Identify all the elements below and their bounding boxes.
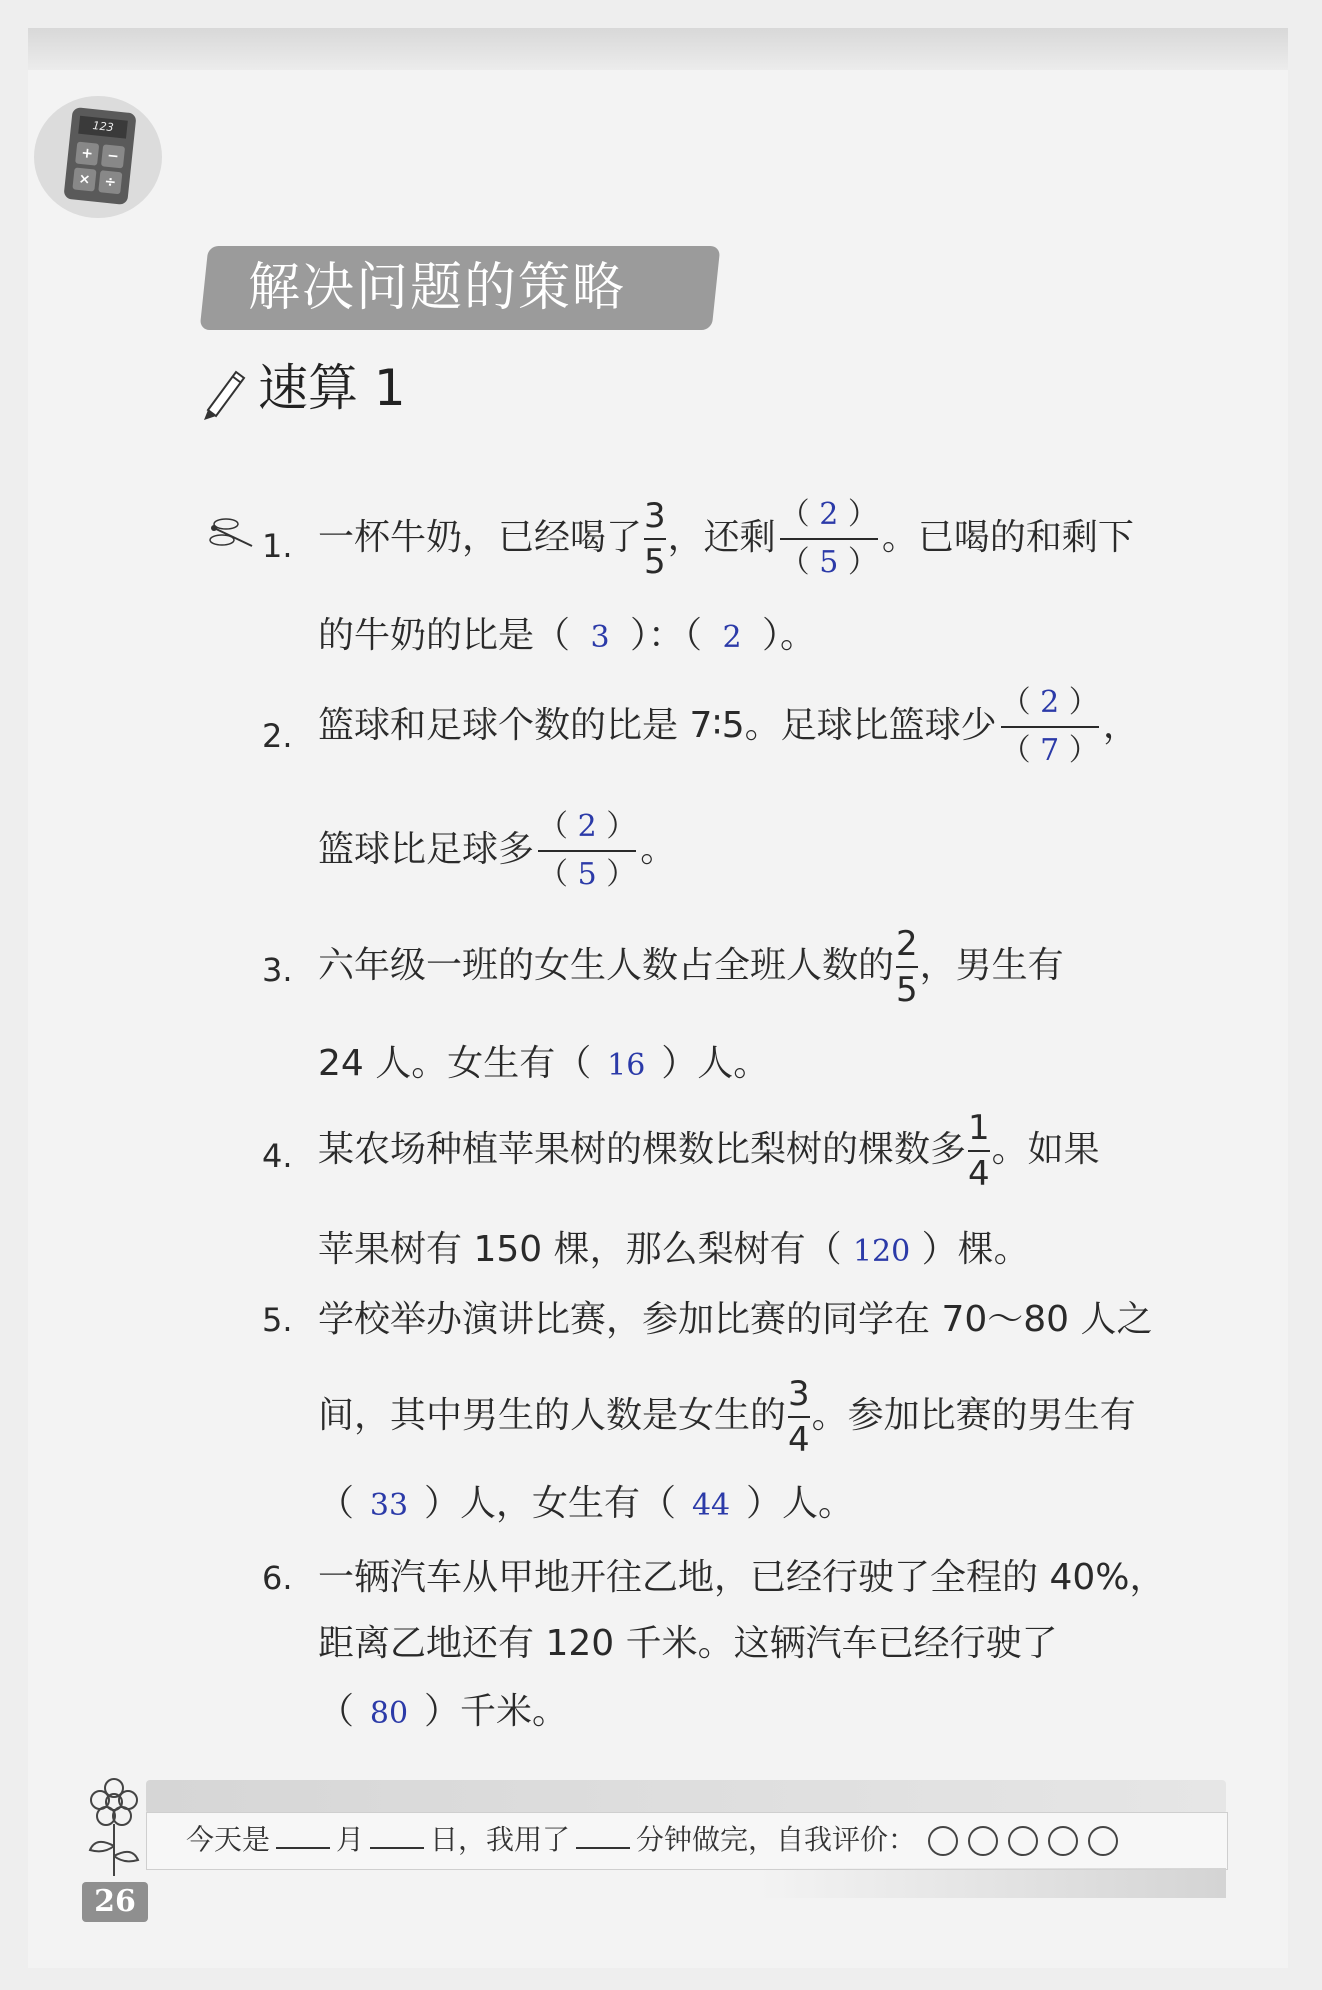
footer-band [146,1780,1226,1814]
fraction [896,924,918,1010]
question-text: ）人，女生有（ [424,1483,677,1524]
question-6-line-3 [318,1688,568,1738]
answer-numerator: 2 [1040,685,1060,720]
question-text: ，还剩 [667,517,776,558]
answer-blank: 80 [369,1696,409,1731]
rating-flower-icon [929,1827,957,1855]
rating-flower-icon [969,1827,997,1855]
question-number: 5. [262,1301,293,1339]
answer-fraction: $\frac{( 2 )}{( 5 )}$ [538,809,637,892]
dragonfly-icon [204,516,260,556]
question-text: ）千米。 [424,1691,569,1732]
question-5-line-3 [318,1480,854,1530]
fraction-numerator: 3 [788,1374,810,1414]
fraction-denominator: 5 [896,970,918,1010]
calculator-icon [34,96,162,218]
question-1-line-1 [318,494,1134,584]
question-2-line-2 [318,806,676,896]
question-number: 2. [262,717,293,755]
question-text: 篮球比足球多 [318,829,535,870]
calculator-key: − [101,144,125,168]
answer-denominator: 7 [1040,733,1060,768]
day-blank[interactable] [370,1825,424,1849]
fraction-denominator: 5 [644,542,666,582]
fraction-denominator: 4 [788,1420,810,1460]
flower-icon [82,1776,146,1880]
question-5-line-1: 学校举办演讲比赛，参加比赛的同学在 70～80 人之 [318,1299,1153,1340]
question-text: 。已喝的和剩下 [881,517,1134,558]
question-text: 的牛奶的比是（ [318,615,571,656]
question-text: ）人。 [746,1483,855,1524]
question-2-line-1 [318,682,1139,772]
answer-fraction: $\frac{( 2 )}{( 5 )}$ [779,497,878,580]
fraction-numerator: 2 [896,924,918,964]
page-number: 26 [82,1882,148,1922]
question-number: 1. [262,527,293,565]
footer-label: 分钟做完，自我评价： [636,1823,917,1856]
question-text: 间，其中男生的人数是女生的 [318,1395,787,1436]
question-text: 。 [640,829,677,870]
fraction [788,1374,810,1460]
question-4-line-2 [318,1226,1030,1276]
question-text: ）棵。 [921,1229,1030,1270]
question-text: 篮球和足球个数的比是 7∶5。足球比篮球少 [318,705,997,746]
footer-label: 月 [336,1823,365,1856]
question-text: ，男生有 [919,945,1064,986]
footer-label: 日，我用了 [430,1823,571,1856]
footer-shade [760,1868,1226,1898]
footer-label: 今天是 [186,1823,271,1856]
calculator-key: ÷ [98,170,122,194]
question-text: ， [1102,705,1139,746]
answer-blank: 33 [369,1488,409,1523]
fraction-denominator: 4 [968,1154,990,1194]
answer-denominator: 5 [577,857,597,892]
question-text: 。如果 [991,1129,1100,1170]
question-text: 24 人。女生有（ [318,1043,592,1084]
calculator-screen: 123 [78,116,128,139]
fraction [968,1108,990,1194]
question-text: （ [318,1691,355,1732]
question-text: 某农场种植苹果树的棵数比梨树的棵数多 [318,1129,967,1170]
question-text: （ [318,1483,355,1524]
question-text: ）：（ [630,615,703,656]
minutes-blank[interactable] [576,1825,630,1849]
question-text: 六年级一班的女生人数占全班人数的 [318,945,895,986]
question-number: 3. [262,951,293,989]
question-3-line-1 [318,924,1064,1010]
rating-flower-icon [1089,1827,1117,1855]
question-text: ）。 [762,615,817,656]
question-text: ）人。 [661,1043,770,1084]
answer-fraction: $\frac{( 2 )}{( 7 )}$ [1000,685,1099,768]
chapter-title: 解决问题的策略 [248,258,627,318]
question-4-line-1 [318,1108,1100,1194]
question-text: 一杯牛奶，已经喝了 [318,517,643,558]
question-text: 苹果树有 150 棵，那么梨树有（ [318,1229,842,1270]
rating-flower-icon [1049,1827,1077,1855]
fraction-numerator: 1 [968,1108,990,1148]
answer-denominator: 5 [819,545,839,580]
question-number: 4. [262,1137,293,1175]
rating-flower-icon [1009,1827,1037,1855]
self-assessment-line [186,1816,1125,1864]
answer-blank: 3 [590,620,610,655]
fraction-numerator: 3 [644,496,666,536]
calculator-key: + [75,142,99,166]
answer-numerator: 2 [819,497,839,532]
question-number: 6. [262,1559,293,1597]
answer-numerator: 2 [577,809,597,844]
answer-blank: 16 [607,1048,646,1083]
answer-blank: 120 [852,1234,911,1269]
question-3-line-2 [318,1040,769,1090]
answer-blank: 44 [691,1488,731,1523]
question-6-line-2: 距离乙地还有 120 千米。这辆汽车已经行驶了 [318,1623,1058,1664]
top-gradient-bar [28,28,1288,70]
rating-flowers[interactable] [925,1823,1125,1859]
section-title: 速算 1 [258,359,406,417]
answer-blank: 2 [722,620,742,655]
month-blank[interactable] [276,1825,330,1849]
question-1-line-2 [318,612,816,662]
calculator-key: × [72,167,96,191]
question-6-line-1: 一辆汽车从甲地开往乙地，已经行驶了全程的 40%， [318,1557,1166,1598]
fraction [644,496,666,582]
question-5-line-2 [318,1374,1136,1460]
pencil-icon [200,366,250,422]
question-text: 。参加比赛的男生有 [811,1395,1136,1436]
